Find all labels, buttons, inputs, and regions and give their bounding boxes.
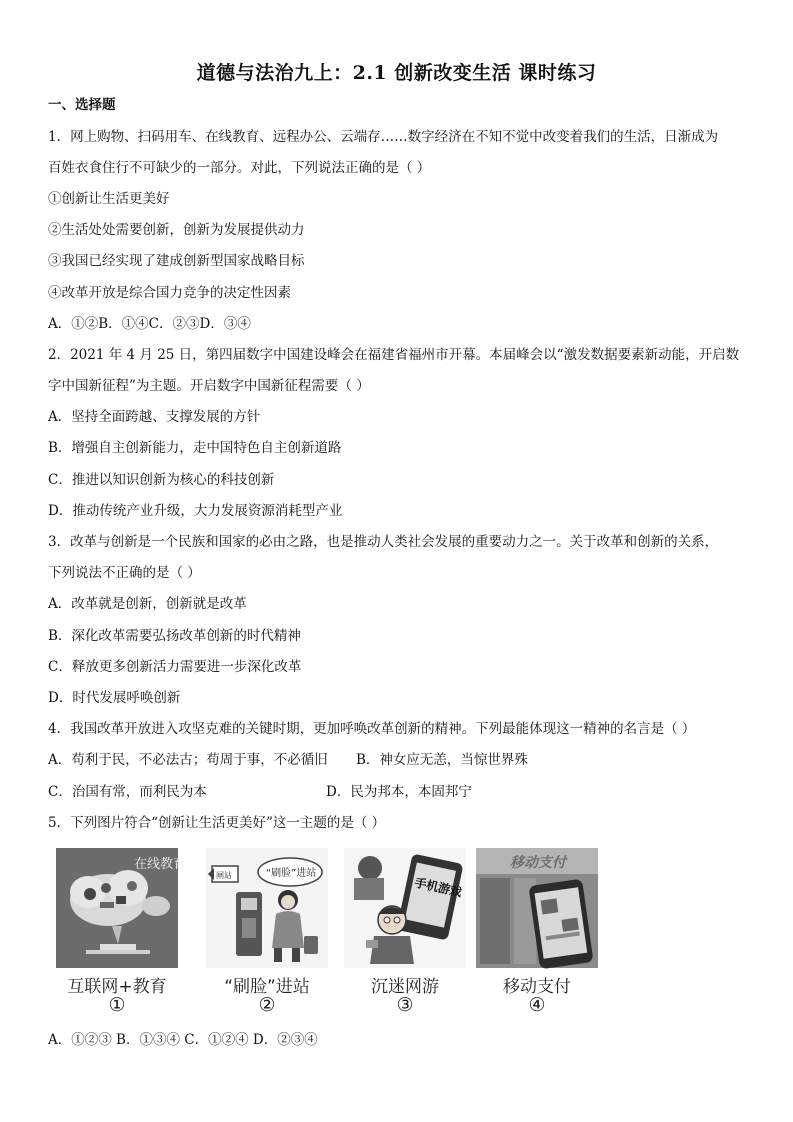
picture-gaming-addiction <box>344 848 466 1020</box>
q2-option-c: C．推进以知识创新为核心的科技创新 <box>48 472 275 488</box>
picture-mobile-payment <box>476 848 598 1020</box>
q5-picture-row <box>56 848 616 1020</box>
q4-stem-line1: 4．我国改革开放进入攻坚克难的关键时期，更加呼唤改革创新的精神。下列最能体现这一精神的名言是（ ） <box>48 721 696 737</box>
q4-option-c: C．治国有常，而利民为本 <box>48 784 207 800</box>
q1-item-1: ①创新让生活更美好 <box>48 191 170 207</box>
q1-stem-line1: 1．网上购物、扫码用车、在线教育、远程办公、云端存……数字经济在不知不觉中改变着我们的生活，日渐成为 <box>48 129 719 145</box>
q1-options: A．①②B．①④C．②③D．③④ <box>48 316 251 332</box>
mobile-payment-illustration <box>476 848 598 968</box>
q4-option-a: A．苟利于民，不必法古；苟周于事，不必循旧 <box>48 752 328 768</box>
q3-option-b: B．深化改革需要弘扬改革创新的时代精神 <box>48 628 301 644</box>
mobile-payment-banner: 移动支付 <box>510 855 566 871</box>
q4-option-b: B．神女应无恙，当惊世界殊 <box>356 752 528 768</box>
picture-3-caption: 沉迷网游 <box>371 977 439 997</box>
page-title: 道德与法治九上：2.1 创新改变生活 课时练习 <box>196 62 597 84</box>
gaming-addiction-illustration <box>344 848 466 968</box>
q3-option-c: C．释放更多创新活力需要进一步深化改革 <box>48 659 302 675</box>
q1-item-2: ②生活处处需要创新，创新为发展提供动力 <box>48 222 305 238</box>
q4-option-d: D．民为邦本，本固邦宁 <box>326 784 472 800</box>
station-sign-text: 闸站 <box>216 871 232 880</box>
online-education-label: 在线教育 <box>134 857 187 872</box>
q2-option-d: D．推动传统产业升级，大力发展资源消耗型产业 <box>48 503 343 519</box>
picture-4-caption: 移动支付 <box>503 977 571 997</box>
q1-item-3: ③我国已经实现了建成创新型国家战略目标 <box>48 253 305 269</box>
q3-option-d: D．时代发展呼唤创新 <box>48 690 181 706</box>
picture-2-caption: “刷脸”进站 <box>224 977 310 997</box>
q5-stem-line1: 5．下列图片符合“创新让生活更美好”这一主题的是（ ） <box>48 815 386 831</box>
q1-stem-line2: 百姓衣食住行不可缺少的一部分。对此，下列说法正确的是（ ） <box>48 160 431 176</box>
section-heading: 一、选择题 <box>48 97 116 113</box>
q3-stem-line1: 3．改革与创新是一个民族和国家的必由之路，也是推动人类社会发展的重要动力之一。关于改革和创新的关系， <box>48 534 719 550</box>
q2-option-a: A．坚持全面跨越、支撑发展的方针 <box>48 409 261 425</box>
online-education-illustration <box>56 848 187 968</box>
q2-stem-line2: 字中国新征程”为主题。开启数字中国新征程需要（ ） <box>48 378 370 394</box>
face-scan-illustration <box>206 848 328 968</box>
picture-4-number: ④ <box>528 994 546 1016</box>
picture-face-scan-entry <box>206 848 328 1020</box>
q3-stem-line2: 下列说法不正确的是（ ） <box>48 565 201 581</box>
picture-internet-education <box>56 848 187 1020</box>
q3-option-a: A．改革就是创新，创新就是改革 <box>48 596 247 612</box>
picture-1-caption: 互联网+教育 <box>67 977 167 997</box>
mobile-game-label: 手机游戏 <box>413 875 464 900</box>
picture-2-number: ② <box>258 994 276 1016</box>
q5-options: A．①②③ B．①③④ C．①②④ D．②③④ <box>48 1032 318 1048</box>
q1-item-4: ④改革开放是综合国力竞争的决定性因素 <box>48 285 291 301</box>
picture-1-number: ① <box>108 994 126 1016</box>
q2-stem-line1: 2．2021 年 4 月 25 日，第四届数字中国建设峰会在福建省福州市开幕。本届峰会以“激发数据要素新动能，开启数 <box>48 347 740 363</box>
face-scan-bubble-text: “刷脸”进站 <box>266 868 317 879</box>
q2-option-b: B．增强自主创新能力，走中国特色自主创新道路 <box>48 440 342 456</box>
picture-3-number: ③ <box>396 994 414 1016</box>
